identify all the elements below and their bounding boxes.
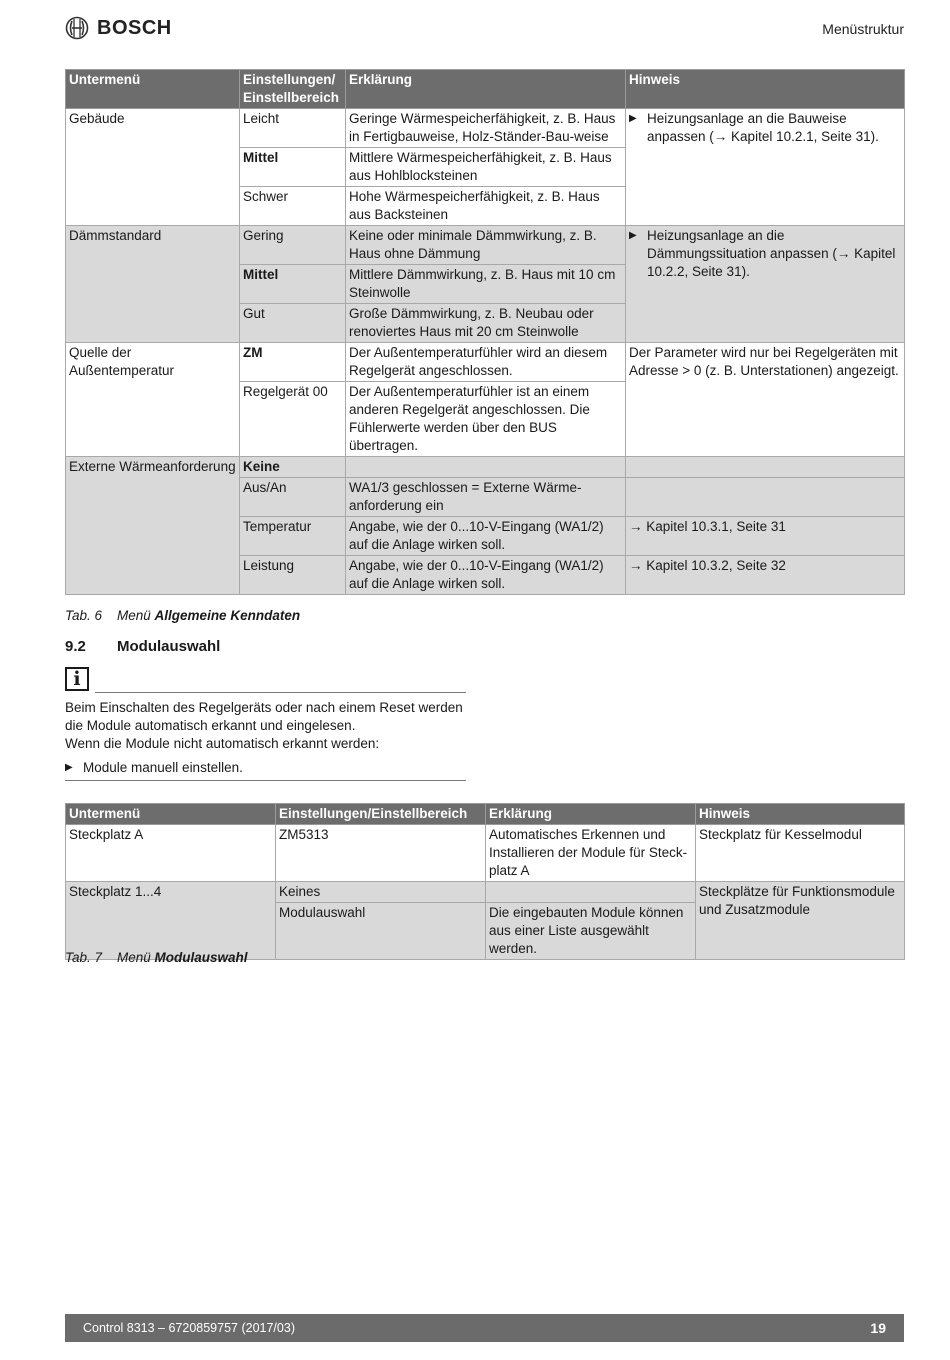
table-allgemeine-kenndaten	[65, 69, 905, 595]
notice-divider	[95, 692, 466, 693]
cell-hint: Steckplatz für Kesselmodul	[696, 825, 905, 882]
cell-setting-default: Mittel	[240, 265, 346, 304]
cell-explanation: Angabe, wie der 0...10-V-Eingang (WA1/2) auf die Anlage wirken soll.	[346, 556, 626, 595]
section-heading	[65, 638, 220, 656]
table-row	[66, 825, 905, 882]
col-header-untermenue: Untermenü	[66, 804, 276, 825]
cell-explanation	[346, 457, 626, 478]
section-title: Modulauswahl	[117, 638, 221, 655]
col-header-erklaerung: Erklärung	[346, 70, 626, 109]
table-row	[66, 343, 905, 382]
info-notice	[65, 667, 466, 775]
notice-line: Beim Einschalten des Regelgeräts oder nach einem Reset werden die Module automatisch erkannt und eingelesen.	[65, 700, 463, 733]
cell-hint: → Kapitel 10.3.2, Seite 32	[626, 556, 905, 595]
table-caption	[65, 607, 300, 625]
table-header-row	[66, 70, 905, 109]
cell-hint: Steckplätze für Funktionsmodule und Zusatzmodule	[696, 882, 905, 960]
cell-hint	[626, 109, 905, 226]
col-header-einstellungen: Einstellungen/ Einstellbereich	[240, 70, 346, 109]
cell-explanation: Automatisches Erkennen und Installieren der Module für Steck-platz A	[486, 825, 696, 882]
notice-divider	[65, 780, 466, 781]
notice-text	[65, 699, 466, 753]
col-header-hinweis: Hinweis	[626, 70, 905, 109]
cell-explanation: Die eingebauten Module können aus einer Liste ausgewählt werden.	[486, 903, 696, 960]
cell-setting: Temperatur	[240, 517, 346, 556]
cell-explanation	[486, 882, 696, 903]
cell-setting: Aus/An	[240, 478, 346, 517]
cell-submenu: Gebäude	[66, 109, 240, 226]
cell-submenu: Steckplatz A	[66, 825, 276, 882]
cell-explanation: Mittlere Wärmespeicherfähigkeit, z. B. Haus aus Hohlblocksteinen	[346, 148, 626, 187]
table-modulauswahl	[65, 803, 905, 960]
running-section-title: Menüstruktur	[822, 21, 904, 37]
cell-setting-default: ZM	[240, 343, 346, 382]
cell-submenu: Quelle der Außentemperatur	[66, 343, 240, 457]
cell-setting: Keines	[276, 882, 486, 903]
cell-hint: → Kapitel 10.3.1, Seite 31	[626, 517, 905, 556]
caption-prefix: Menü	[117, 950, 151, 965]
cell-explanation: Keine oder minimale Dämmwirkung, z. B. Haus ohne Dämmung	[346, 226, 626, 265]
brand-name: BOSCH	[97, 17, 172, 39]
section-number: 9.2	[65, 638, 86, 655]
cell-hint	[626, 457, 905, 478]
bullet-triangle-icon: ▶	[629, 113, 637, 124]
bosch-logo	[65, 16, 172, 40]
table-header-row	[66, 804, 905, 825]
bosch-armature-icon	[65, 16, 89, 40]
bullet-triangle-icon: ▶	[629, 230, 637, 241]
cell-explanation: Große Dämmwirkung, z. B. Neubau oder renoviertes Haus mit 20 cm Steinwolle	[346, 304, 626, 343]
cell-submenu: Externe Wärmeanforderung	[66, 457, 240, 595]
cell-setting-default: Mittel	[240, 148, 346, 187]
cell-explanation: Mittlere Dämmwirkung, z. B. Haus mit 10 cm Steinwolle	[346, 265, 626, 304]
page-number: 19	[870, 1320, 886, 1336]
cell-setting-default: Keine	[240, 457, 346, 478]
notice-action-text: Module manuell einstellen.	[83, 760, 243, 775]
table-caption	[65, 949, 248, 967]
table-row	[66, 457, 905, 478]
hint-text: Heizungsanlage an die Dämmungssituation anpassen (→ Kapitel 10.2.2, Seite 31).	[647, 228, 896, 279]
caption-number: Tab. 6	[65, 608, 103, 623]
cell-submenu: Dämmstandard	[66, 226, 240, 343]
cell-setting: Modulauswahl	[276, 903, 486, 960]
cell-setting: Leicht	[240, 109, 346, 148]
cell-explanation: Der Außentemperaturfühler ist an einem anderen Regelgerät angeschlossen. Die Fühlerwerte werden über den BUS übertragen.	[346, 382, 626, 457]
col-header-hinweis: Hinweis	[696, 804, 905, 825]
cell-hint: Der Parameter wird nur bei Regelgeräten mit Adresse > 0 (z. B. Unterstationen) angezeigt.	[626, 343, 905, 457]
bullet-triangle-icon: ▶	[65, 762, 73, 773]
notice-action	[65, 759, 243, 777]
col-header-erklaerung: Erklärung	[486, 804, 696, 825]
cell-setting: Gering	[240, 226, 346, 265]
caption-title: Allgemeine Kenndaten	[154, 608, 301, 623]
cell-explanation: Angabe, wie der 0...10-V-Eingang (WA1/2) auf die Anlage wirken soll.	[346, 517, 626, 556]
cell-explanation: WA1/3 geschlossen = Externe Wärme-anforderung ein	[346, 478, 626, 517]
cell-setting: Leistung	[240, 556, 346, 595]
cell-submenu: Steckplatz 1...4	[66, 882, 276, 960]
table-row	[66, 226, 905, 265]
cell-hint	[626, 226, 905, 343]
hint-text: Heizungsanlage an die Bauweise anpassen (→ Kapitel 10.2.1, Seite 31).	[647, 111, 879, 144]
cell-setting: ZM5313	[276, 825, 486, 882]
document-id: Control 8313 – 6720859757 (2017/03)	[83, 1321, 295, 1335]
col-header-untermenue: Untermenü	[66, 70, 240, 109]
table-row	[66, 882, 905, 903]
cell-explanation: Hohe Wärmespeicherfähigkeit, z. B. Haus aus Backsteinen	[346, 187, 626, 226]
notice-line: Wenn die Module nicht automatisch erkannt werden:	[65, 736, 380, 751]
info-icon: i	[65, 667, 89, 691]
page-footer	[65, 1314, 904, 1342]
cell-hint	[626, 478, 905, 517]
caption-title: Modulauswahl	[154, 950, 248, 965]
col-header-einstellungen: Einstellungen/Einstellbereich	[276, 804, 486, 825]
table-row	[66, 109, 905, 148]
cell-explanation: Der Außentemperaturfühler wird an diesem Regelgerät angeschlossen.	[346, 343, 626, 382]
cell-setting: Schwer	[240, 187, 346, 226]
caption-prefix: Menü	[117, 608, 151, 623]
cell-setting: Regelgerät 00	[240, 382, 346, 457]
page-header	[65, 16, 904, 44]
caption-number: Tab. 7	[65, 950, 103, 965]
cell-setting: Gut	[240, 304, 346, 343]
cell-explanation: Geringe Wärmespeicherfähigkeit, z. B. Haus in Fertigbauweise, Holz-Ständer-Bau-weise	[346, 109, 626, 148]
